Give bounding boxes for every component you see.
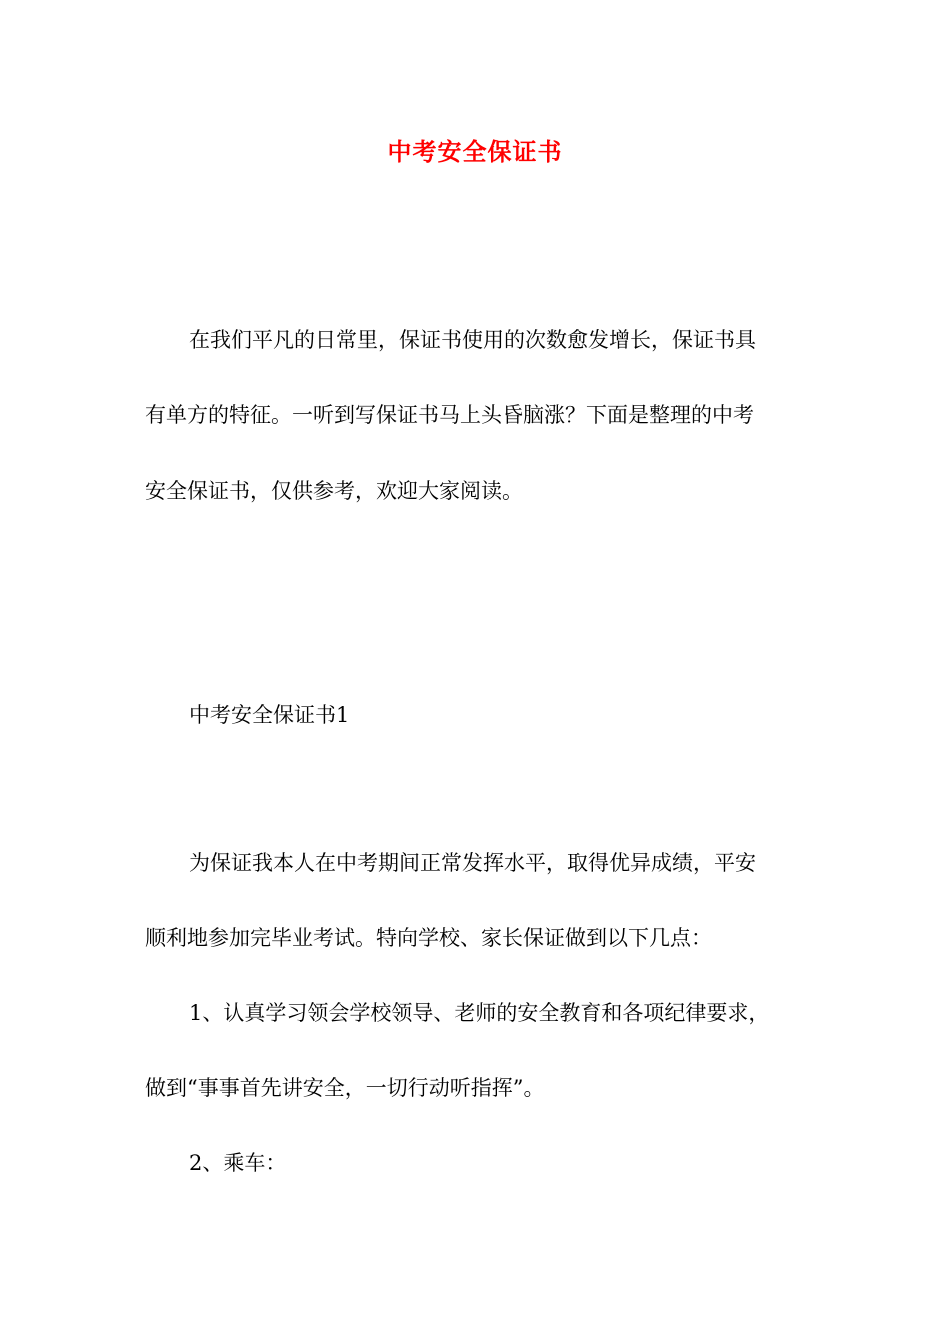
section-heading: 中考安全保证书1: [189, 703, 350, 727]
document-title: 中考安全保证书: [387, 137, 563, 166]
body-line-4: 做到“事事首先讲安全，一切行动听指挥”。: [145, 1076, 545, 1100]
body-line-5: 2、乘车：: [189, 1151, 287, 1175]
body-line-1: 为保证我本人在中考期间正常发挥水平，取得优异成绩，平安: [189, 851, 756, 875]
intro-line-3: 安全保证书，仅供参考，欢迎大家阅读。: [145, 479, 523, 503]
intro-line-2: 有单方的特征。一听到写保证书马上头昏脑涨？下面是整理的中考: [145, 403, 754, 427]
body-line-3: 1、认真学习领会学校领导、老师的安全教育和各项纪律要求，: [189, 1001, 770, 1025]
intro-line-1: 在我们平凡的日常里，保证书使用的次数愈发增长，保证书具: [189, 328, 756, 352]
body-line-2: 顺利地参加完毕业考试。特向学校、家长保证做到以下几点：: [145, 926, 712, 950]
